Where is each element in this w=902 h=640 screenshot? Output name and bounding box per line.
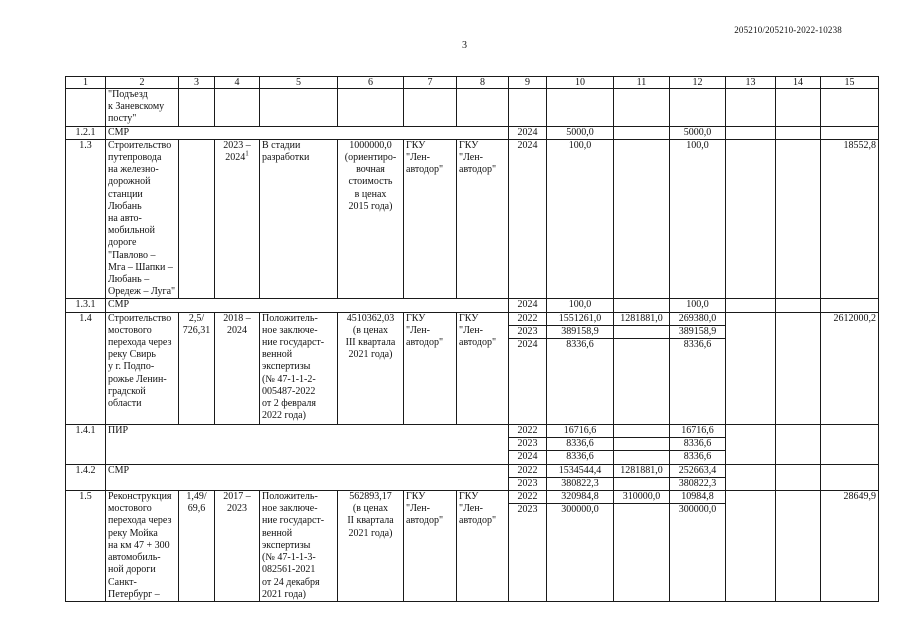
cell-line: от 24 декабря	[262, 576, 320, 588]
cell-line: 4510362,03	[346, 312, 395, 324]
amount-cell: 8336,6	[670, 451, 726, 464]
year-cell: 2024	[509, 299, 547, 312]
header-cell: 8	[457, 77, 509, 89]
cell-line: (№ 47-1-1-3-	[262, 552, 316, 564]
cell-line: Положитель-	[262, 491, 318, 503]
cell-line: области	[108, 398, 142, 410]
object-name	[106, 491, 179, 602]
cell-line: "Павлово –	[108, 249, 156, 261]
document-status	[260, 312, 338, 424]
period-cell	[215, 139, 260, 299]
cell-line: ГКУ	[459, 312, 479, 324]
cell-line: Санкт-	[108, 576, 137, 588]
cell-line: мобильной	[108, 225, 156, 237]
customer-cell	[404, 491, 457, 602]
amount-cell: 100,0	[670, 299, 726, 312]
amount-cell: 380822,3	[547, 477, 614, 490]
cell-line: ной дороги	[108, 564, 156, 576]
header-cell: 7	[404, 77, 457, 89]
cell-line: экспертизы	[262, 361, 311, 373]
cell-line: венной	[262, 527, 293, 539]
year-cell: 2023	[509, 504, 547, 602]
cell-line: дороге	[108, 237, 137, 249]
cell-line: Любань –	[108, 274, 150, 286]
amount-cell: 5000,0	[547, 126, 614, 139]
table-row	[66, 491, 879, 504]
cell-line: мостового	[108, 503, 152, 515]
length-cell	[179, 491, 215, 602]
cell-line: 2021 года)	[262, 588, 306, 600]
header-cell: 15	[821, 77, 879, 89]
cell-line: (в ценах	[352, 503, 389, 515]
cell-line: от 2 февраля	[262, 398, 316, 410]
header-cell: 6	[338, 77, 404, 89]
object-name	[106, 312, 179, 424]
cell-line: автодор"	[459, 515, 497, 527]
cell-line: вочная	[356, 164, 385, 176]
contractor-cell	[457, 139, 509, 299]
header-cell: 5	[260, 77, 338, 89]
work-type: СМР	[106, 126, 509, 139]
cell-line: ГКУ	[406, 312, 426, 324]
amount-cell: 320984,8	[547, 491, 614, 504]
item-number: 1.3	[66, 139, 106, 299]
cell-line: посту"	[108, 113, 137, 125]
amount-cell: 300000,0	[670, 504, 726, 602]
amount-cell: 380822,3	[670, 477, 726, 490]
cell-line: станции	[108, 188, 143, 200]
cell-line: рожье Ленин-	[108, 373, 167, 385]
amount-cell: 1551261,0	[547, 312, 614, 325]
amount-cell: 8336,6	[547, 451, 614, 464]
cell-line: 1,49/	[186, 491, 207, 503]
cell-line: на железно-	[108, 164, 159, 176]
item-number: 1.4.1	[66, 425, 106, 465]
period-cell	[215, 312, 260, 424]
header-cell: 1	[66, 77, 106, 89]
amount-cell: 310000,0	[614, 491, 670, 504]
item-number: 1.3.1	[66, 299, 106, 312]
cell-line: 69,6	[187, 503, 206, 515]
header-cell: 9	[509, 77, 547, 89]
period-end: 2024	[225, 152, 246, 164]
year-cell: 2024	[509, 139, 547, 299]
cell-line: автодор"	[459, 164, 497, 176]
cell-line: разработки	[262, 152, 310, 164]
object-name	[106, 139, 179, 299]
cell-line: 2015 года)	[348, 200, 393, 212]
cell-line: на авто-	[108, 213, 142, 225]
table-row	[66, 425, 879, 438]
cell-line: автодор"	[406, 337, 444, 349]
item-number: 1.4	[66, 312, 106, 424]
cell-line: автодор"	[459, 337, 497, 349]
year-cell: 2023	[509, 477, 547, 490]
item-number: 1.4.2	[66, 464, 106, 490]
cell-line: 1000000,0	[349, 139, 392, 151]
cell-line: Строительство	[108, 312, 172, 324]
amount-cell: 389158,9	[547, 325, 614, 338]
footnote-mark: 1	[245, 149, 249, 158]
cell-line: экспертизы	[262, 539, 311, 551]
cell-line: ние государст-	[262, 515, 325, 527]
document-status	[260, 139, 338, 299]
work-type: СМР	[106, 299, 509, 312]
cell-line: 2021 года)	[348, 349, 393, 361]
cell-line: в ценах	[354, 188, 387, 200]
estimated-cost	[338, 139, 404, 299]
cell-line: градской	[108, 385, 146, 397]
cell-line: "Лен-	[406, 324, 430, 336]
year-cell: 2022	[509, 425, 547, 438]
cell-line: венной	[262, 349, 293, 361]
cell-line: перехода через	[108, 337, 172, 349]
year-cell: 2024	[509, 339, 547, 425]
year-cell: 2023	[509, 438, 547, 451]
year-cell: 2022	[509, 464, 547, 477]
cell-line: к Заневскому	[108, 101, 165, 113]
amount-cell: 16716,6	[670, 425, 726, 438]
total-cell: 18552,8	[821, 139, 879, 299]
cell-line: дорожной	[108, 176, 151, 188]
cell-line: 2023	[227, 503, 247, 515]
investment-table	[65, 76, 879, 602]
amount-cell: 389158,9	[670, 325, 726, 338]
cell-line: автодор"	[406, 164, 444, 176]
cell-line: ГКУ	[459, 139, 479, 151]
table-row	[66, 126, 879, 139]
header-cell: 10	[547, 77, 614, 89]
amount-cell: 100,0	[670, 139, 726, 299]
cell-line: "Лен-	[459, 152, 483, 164]
amount-cell: 16716,6	[547, 425, 614, 438]
amount-cell: 10984,8	[670, 491, 726, 504]
cell-line: ГКУ	[406, 491, 426, 503]
header-cell: 13	[726, 77, 776, 89]
cell-line: Мга – Шапки –	[108, 261, 173, 273]
cell-line: "Лен-	[406, 152, 430, 164]
cell-line: на км 47 + 300	[108, 539, 170, 551]
amount-cell: 8336,6	[547, 339, 614, 425]
cell-line: "Лен-	[406, 503, 430, 515]
table-row	[66, 139, 879, 299]
period-start: 2023 –	[223, 139, 251, 151]
cell-line: 726,31	[182, 324, 211, 336]
object-name	[106, 89, 179, 127]
cell-line: Положитель-	[262, 312, 318, 324]
contractor-cell	[457, 491, 509, 602]
cell-line: Реконструкция	[108, 491, 172, 503]
amount-cell: 100,0	[547, 299, 614, 312]
cell-line: Оредеж – Луга"	[108, 286, 176, 298]
year-cell: 2024	[509, 126, 547, 139]
cell-line: реку Свирь	[108, 349, 156, 361]
header-cell: 14	[776, 77, 821, 89]
table-row	[66, 299, 879, 312]
year-cell: 2022	[509, 491, 547, 504]
customer-cell	[404, 312, 457, 424]
cell-line: автодор"	[406, 515, 444, 527]
amount-cell: 269380,0	[670, 312, 726, 325]
cell-line: В стадии	[262, 139, 301, 151]
length-cell	[179, 312, 215, 424]
cell-line: ное заключе-	[262, 324, 318, 336]
page-number: 3	[462, 40, 467, 51]
cell-line: путепровода	[108, 152, 162, 164]
total-cell: 28649,9	[821, 491, 879, 602]
estimated-cost	[338, 491, 404, 602]
item-number	[66, 89, 106, 127]
work-type: СМР	[106, 464, 509, 490]
table-row	[66, 464, 879, 477]
contractor-cell	[457, 312, 509, 424]
cell-line: (ориентиро-	[344, 152, 397, 164]
cell-line: 082561-2021	[262, 564, 316, 576]
table-row	[66, 89, 879, 127]
amount-cell: 1281881,0	[614, 464, 670, 477]
header-cell: 2	[106, 77, 179, 89]
cell-line: 2018 –	[223, 312, 251, 324]
amount-cell: 8336,6	[670, 339, 726, 425]
column-number-header	[66, 77, 879, 89]
amount-cell: 300000,0	[547, 504, 614, 602]
estimated-cost	[338, 312, 404, 424]
cell-line: 2022 года)	[262, 410, 306, 422]
document-status	[260, 491, 338, 602]
year-cell: 2024	[509, 451, 547, 464]
cell-line: стоимость	[348, 176, 393, 188]
amount-cell: 1281881,0	[614, 312, 670, 325]
header-cell: 4	[215, 77, 260, 89]
cell-line: реку Мойка	[108, 527, 158, 539]
amount-cell: 252663,4	[670, 464, 726, 477]
cell-line: "Подъезд	[108, 89, 148, 100]
cell-line: Любань	[108, 200, 142, 212]
item-number: 1.2.1	[66, 126, 106, 139]
cell-line: мостового	[108, 324, 152, 336]
cell-line: (в ценах	[352, 324, 389, 336]
total-cell: 2612000,2	[821, 312, 879, 424]
header-cell: 11	[614, 77, 670, 89]
cell-line: ГКУ	[406, 139, 426, 151]
cell-line: автомобиль-	[108, 552, 161, 564]
document-id: 205210/205210-2022-10238	[734, 25, 842, 35]
cell-line: (№ 47-1-1-2-	[262, 373, 316, 385]
amount-cell: 1534544,4	[547, 464, 614, 477]
work-type: ПИР	[106, 425, 509, 465]
cell-line: Петербург –	[108, 588, 160, 600]
cell-line: Строительство	[108, 139, 172, 151]
amount-cell: 100,0	[547, 139, 614, 299]
table-row	[66, 312, 879, 325]
cell-line: 2,5/	[188, 312, 205, 324]
cell-line: 562893,17	[349, 491, 392, 503]
cell-line: III квартала	[345, 337, 396, 349]
cell-line: у г. Подпо-	[108, 361, 155, 373]
cell-line: ное заключе-	[262, 503, 318, 515]
header-cell: 3	[179, 77, 215, 89]
cell-line: ГКУ	[459, 491, 479, 503]
cell-line: ние государст-	[262, 337, 325, 349]
amount-cell: 5000,0	[670, 126, 726, 139]
cell-line: перехода через	[108, 515, 172, 527]
period-cell	[215, 491, 260, 602]
year-cell: 2022	[509, 312, 547, 325]
cell-line: 2024	[227, 324, 247, 336]
cell-line: II квартала	[347, 515, 394, 527]
cell-line: 2021 года)	[348, 527, 393, 539]
year-cell: 2023	[509, 325, 547, 338]
cell-line: "Лен-	[459, 324, 483, 336]
item-number: 1.5	[66, 491, 106, 602]
amount-cell: 8336,6	[670, 438, 726, 451]
cell-line: 2017 –	[223, 491, 251, 503]
cell-line: 005487-2022	[262, 385, 316, 397]
cell-line: "Лен-	[459, 503, 483, 515]
header-cell: 12	[670, 77, 726, 89]
customer-cell	[404, 139, 457, 299]
amount-cell: 8336,6	[547, 438, 614, 451]
